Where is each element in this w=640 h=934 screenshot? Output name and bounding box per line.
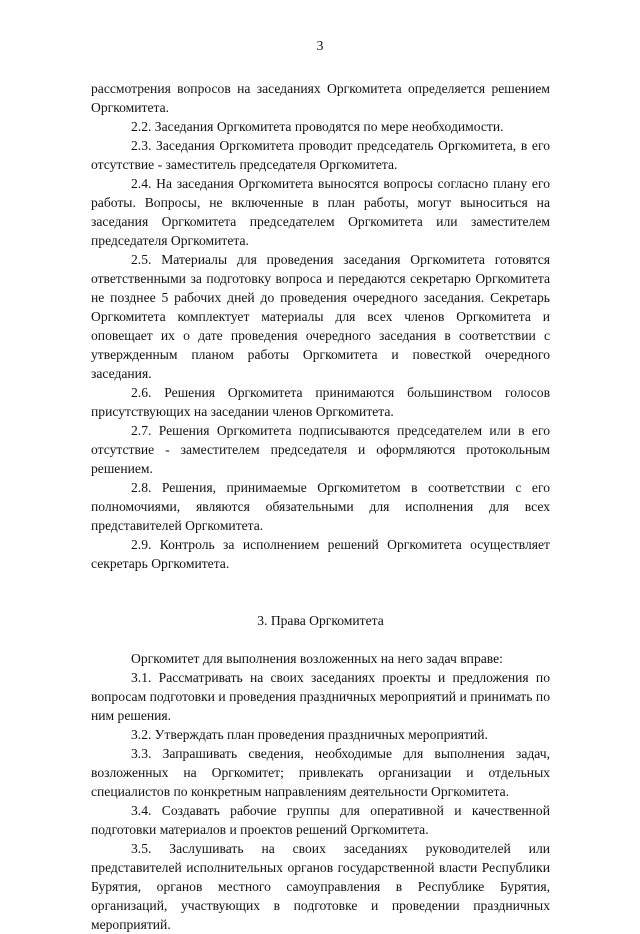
paragraph-3-2: 3.2. Утверждать план проведения праздничных мероприятий. [131, 727, 488, 742]
page-number: 3 [316, 38, 324, 53]
paragraph-2-9: 2.9. Контроль за исполнением решений Оргкомитета осуществляет секретарь Оргкомитета. [91, 537, 550, 571]
paragraph-2-7: 2.7. Решения Оргкомитета подписываются председателем или в его отсутствие - заместителем председателя и оформляются протокольным решением. [91, 423, 550, 476]
paragraph-2-1-continuation: рассмотрения вопросов на заседаниях Оргкомитета определяется решением Оргкомитета. [91, 81, 550, 115]
paragraph-3-5: 3.5. Заслушивать на своих заседаниях руководителей или представителей исполнительных органов государственной власти Республики Бурятия, органов местного самоуправления в Республике Бурятия, организаций, участвующих в подготовке и проведении праздничных мероприятий. [91, 841, 550, 932]
paragraph-3-4: 3.4. Создавать рабочие группы для оперативной и качественной подготовки материалов и проектов решений Оргкомитета. [91, 803, 550, 837]
paragraph-2-4: 2.4. На заседания Оргкомитета выносятся вопросы согласно плану его работы. Вопросы, не включенные в план работы, могут выноситься на заседания Оргкомитета председателем Оргкомитета или заместителем председателя Оргкомитета. [91, 176, 550, 248]
paragraph-2-2: 2.2. Заседания Оргкомитета проводятся по мере необходимости. [131, 119, 504, 134]
paragraph-3-intro: Оргкомитет для выполнения возложенных на него задач вправе: [131, 651, 503, 666]
document-body [91, 79, 550, 934]
paragraph-2-3: 2.3. Заседания Оргкомитета проводит председатель Оргкомитета, в его отсутствие - заместитель председателя Оргкомитета. [91, 138, 550, 172]
paragraph-3-1: 3.1. Рассматривать на своих заседаниях проекты и предложения по вопросам подготовки и проведения праздничных мероприятий и принимать по ним решения. [91, 670, 550, 723]
section-3-title: 3. Права Оргкомитета [257, 613, 384, 628]
paragraph-2-6: 2.6. Решения Оргкомитета принимаются большинством голосов присутствующих на заседании членов Оргкомитета. [91, 385, 550, 419]
paragraph-3-3: 3.3. Запрашивать сведения, необходимые для выполнения задач, возложенных на Оргкомитет; привлекать организации и отдельных специалистов по конкретным направлениям деятельности Оргкомитета. [91, 746, 550, 799]
paragraph-2-8: 2.8. Решения, принимаемые Оргкомитетом в соответствии с его полномочиями, являются обязательными для исполнения для всех представителей Оргкомитета. [91, 480, 550, 533]
paragraph-2-5: 2.5. Материалы для проведения заседания Оргкомитета готовятся ответственными за подготовку вопроса и передаются секретарю Оргкомитета не позднее 5 рабочих дней до проведения очередного заседания. Секретарь Оргкомитета комплектует материалы для всех членов Оргкомитета и оповещает их о дате проведения очередного заседания в соответствии с утвержденным планом работы Оргкомитета и повесткой очередного заседания. [91, 252, 550, 381]
